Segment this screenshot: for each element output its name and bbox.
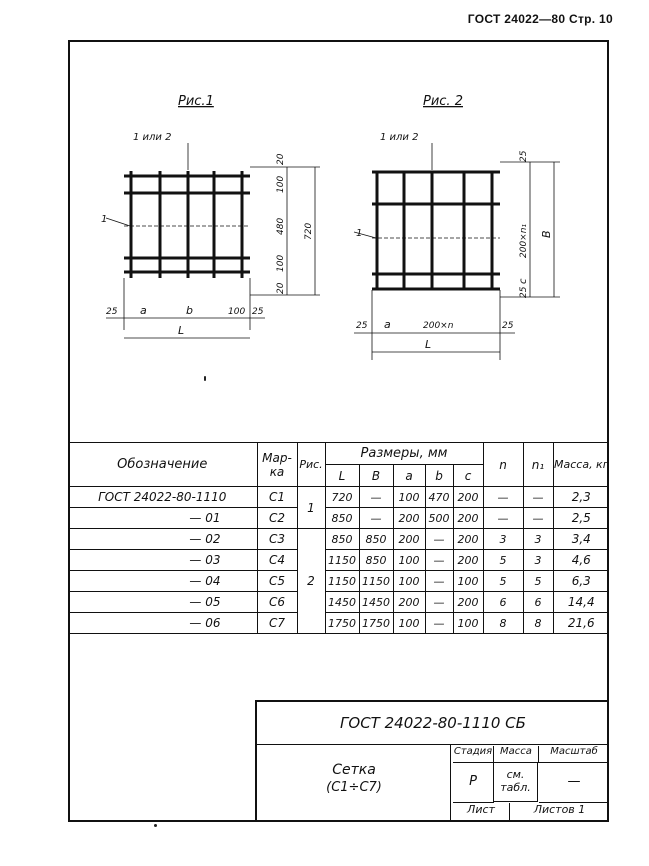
fig2-dim-25d: 25: [502, 321, 514, 331]
table-row: [68, 487, 609, 508]
title-block: [255, 700, 609, 822]
table-cell-n1: 5: [523, 571, 553, 592]
fig2-dim-200n1: 200×n₁: [519, 223, 529, 258]
stage-value: Р: [453, 762, 494, 803]
specification-table: [68, 442, 609, 686]
table-cell-n: 3: [483, 529, 523, 550]
col-n: n: [483, 443, 523, 487]
title-name-line2: (С1÷С7): [326, 780, 382, 795]
fig2-dim-B: B: [540, 230, 553, 238]
table-cell-n1: 3: [523, 529, 553, 550]
col-mass: Масса, кг: [553, 443, 609, 487]
col-B: B: [359, 465, 393, 487]
fig2-dim-200n: 200×n: [423, 321, 454, 331]
table-cell-mark: С6: [257, 592, 297, 613]
title-name-line1: Сетка: [332, 762, 376, 778]
table-cell-B: —: [359, 508, 393, 529]
table-cell-b: 500: [425, 508, 453, 529]
table-cell-n: 6: [483, 592, 523, 613]
table-cell-n1: 6: [523, 592, 553, 613]
page-header: ГОСТ 24022—80 Стр. 10: [467, 12, 613, 26]
table-row: [68, 529, 609, 550]
table-row: [68, 508, 609, 529]
scale-label: Масштаб: [539, 746, 609, 763]
fig1-leader-left: 1: [101, 214, 108, 225]
table-cell-mass: 2,3: [553, 487, 609, 508]
table-cell-n: 5: [483, 571, 523, 592]
sheets-label: Листов 1: [533, 803, 586, 816]
table-cell-designation: — 04: [68, 571, 257, 592]
table-cell-b: —: [425, 550, 453, 571]
fig1-dim-20b: 20: [276, 282, 286, 294]
table-cell-a: 100: [393, 550, 425, 571]
table-cell-L: 850: [325, 508, 359, 529]
table-cell-a: 100: [393, 571, 425, 592]
table-cell-fig: 1: [297, 487, 325, 529]
fig2-dim-25a: 25: [519, 150, 529, 162]
fig1-dim-b: b: [186, 304, 193, 317]
table-cell-B: 850: [359, 550, 393, 571]
table-cell-n1: —: [523, 487, 553, 508]
table-cell-designation: — 06: [68, 613, 257, 634]
table-cell-mark: С5: [257, 571, 297, 592]
fig1-dim-480: 480: [276, 217, 286, 235]
table-row: [68, 613, 609, 634]
table-cell-designation: — 05: [68, 592, 257, 613]
table-row: [68, 592, 609, 613]
table-cell-n1: —: [523, 508, 553, 529]
table-cell-B: 850: [359, 529, 393, 550]
table-cell-mass: 14,4: [553, 592, 609, 613]
table-cell-L: 1450: [325, 592, 359, 613]
table-cell-designation: ГОСТ 24022-80-1110: [68, 487, 257, 508]
scan-speck: [204, 376, 206, 381]
table-cell-B: —: [359, 487, 393, 508]
scan-speck: [154, 824, 157, 827]
table-cell-L: 1150: [325, 571, 359, 592]
table-row: [68, 571, 609, 592]
col-n1: n₁: [523, 443, 553, 487]
table-cell-n: —: [483, 487, 523, 508]
fig1-dim-25b: 25: [252, 307, 264, 317]
mass-label: Масса: [494, 746, 539, 763]
fig2-dim-25b: 25: [519, 286, 529, 298]
col-designation: Обозначение: [68, 443, 257, 487]
fig1-dim-L: L: [178, 324, 185, 337]
table-cell-mark: С1: [257, 487, 297, 508]
fig2-leader-left: 1: [356, 228, 363, 239]
table-cell-b: —: [425, 592, 453, 613]
table-cell-n1: 8: [523, 613, 553, 634]
table-cell-a: 200: [393, 592, 425, 613]
fig1-dim-100a: 100: [276, 175, 286, 193]
table-cell-c: 200: [453, 487, 483, 508]
title-doc-number: ГОСТ 24022-80-1110 СБ: [257, 702, 609, 745]
table-cell-fig: 2: [297, 529, 325, 634]
fig2-leader-top: 1 или 2: [380, 132, 419, 143]
table-cell-a: 100: [393, 613, 425, 634]
table-cell-mass: 21,6: [553, 613, 609, 634]
table-cell-designation: — 01: [68, 508, 257, 529]
table-cell-a: 200: [393, 508, 425, 529]
table-cell-mark: С2: [257, 508, 297, 529]
table-cell-mass: 2,5: [553, 508, 609, 529]
col-fig: Рис.: [297, 443, 325, 487]
table-cell-a: 100: [393, 487, 425, 508]
table-cell-b: —: [425, 571, 453, 592]
table-cell-designation: — 03: [68, 550, 257, 571]
table-cell-b: —: [425, 613, 453, 634]
table-row: [68, 550, 609, 571]
fig2-dim-c: c: [518, 278, 529, 284]
col-mark: Мар-ка: [257, 443, 297, 487]
table-cell-c: 200: [453, 592, 483, 613]
fig1-dim-a: a: [140, 304, 147, 317]
scale-value: —: [539, 762, 609, 803]
fig1-dim-720: 720: [304, 222, 314, 240]
table-cell-b: —: [425, 529, 453, 550]
table-cell-mark: С7: [257, 613, 297, 634]
mass-value: см. табл.: [494, 762, 538, 802]
stage-label: Стадия: [453, 746, 494, 763]
table-cell-n: —: [483, 508, 523, 529]
fig2-dim-25c: 25: [356, 321, 368, 331]
table-cell-c: 200: [453, 550, 483, 571]
fig1-dim-25a: 25: [106, 307, 118, 317]
table-cell-b: 470: [425, 487, 453, 508]
table-cell-L: 1750: [325, 613, 359, 634]
table-cell-L: 720: [325, 487, 359, 508]
table-cell-c: 100: [453, 571, 483, 592]
table-cell-mark: С4: [257, 550, 297, 571]
table-cell-mass: 4,6: [553, 550, 609, 571]
col-sizes: Размеры, мм: [325, 443, 483, 465]
fig2-title: Рис. 2: [423, 94, 463, 109]
table-cell-mass: 6,3: [553, 571, 609, 592]
table-cell-n1: 3: [523, 550, 553, 571]
table-cell-B: 1750: [359, 613, 393, 634]
fig1-dim-100b: 100: [276, 254, 286, 272]
fig1-title: Рис.1: [178, 94, 214, 109]
table-cell-L: 1150: [325, 550, 359, 571]
sheet-label: Лист: [453, 803, 510, 821]
col-c: c: [453, 465, 483, 487]
table-cell-B: 1450: [359, 592, 393, 613]
col-L: L: [325, 465, 359, 487]
fig2-dim-a: a: [384, 318, 391, 331]
table-cell-mark: С3: [257, 529, 297, 550]
fig1-leader-top: 1 или 2: [133, 132, 172, 143]
table-cell-c: 200: [453, 508, 483, 529]
col-a: a: [393, 465, 425, 487]
fig1-dim-100c: 100: [228, 307, 246, 317]
title-name-cell: [257, 744, 451, 822]
table-cell-B: 1150: [359, 571, 393, 592]
table-cell-L: 850: [325, 529, 359, 550]
table-cell-n: 5: [483, 550, 523, 571]
table-cell-c: 200: [453, 529, 483, 550]
col-b: b: [425, 465, 453, 487]
table-cell-a: 200: [393, 529, 425, 550]
table-cell-designation: — 02: [68, 529, 257, 550]
fig1-dim-20a: 20: [276, 153, 286, 165]
fig2-dim-L: L: [425, 338, 432, 351]
table-cell-c: 100: [453, 613, 483, 634]
table-cell-n: 8: [483, 613, 523, 634]
table-cell-mass: 3,4: [553, 529, 609, 550]
